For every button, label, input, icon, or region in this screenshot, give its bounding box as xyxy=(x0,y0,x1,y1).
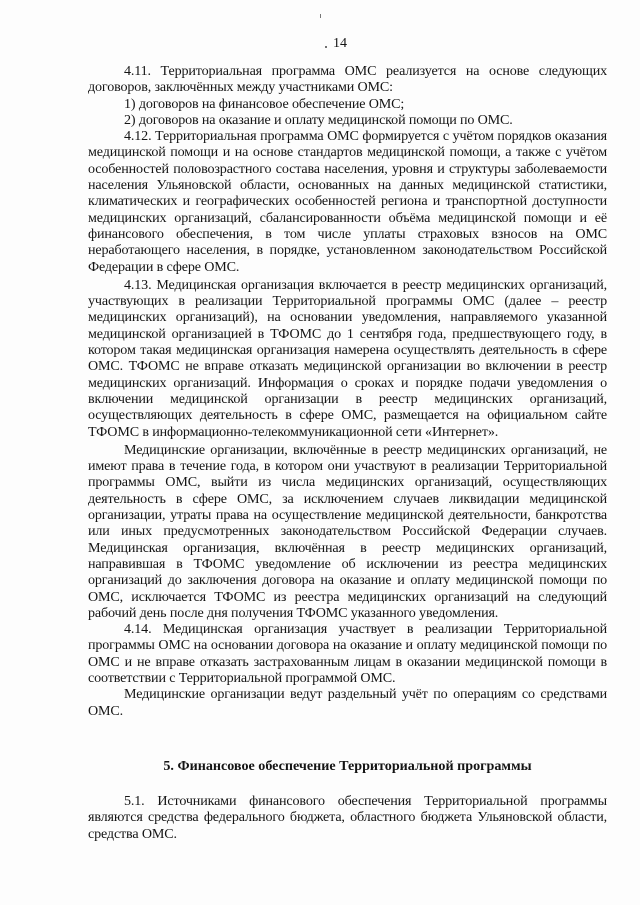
paragraph-4-14: 4.14. Медицинская организация участвует в реализации Территориальной программы ОМС на основании договора на оказание и оплату медицинской помощи по ОМС и не вправе отказать застрахованным лицам в оказании медицинской помощи в соответствии с Территориальной программой ОМС. xyxy=(88,621,607,686)
body-text xyxy=(88,63,607,719)
paragraph-4-11: 4.11. Территориальная программа ОМС реализуется на основе следующих договоров, заключённых между участниками ОМС: xyxy=(88,63,607,96)
paragraph-4-12: 4.12. Территориальная программа ОМС формируется с учётом порядков оказания медицинской помощи и на основе стандартов медицинской помощи, а также с учётом особенностей половозрастного состава населения, уровня и структуры заболеваемости населения Ульяновской области, основанных на данных медицинской статистики, климатических и географических особенностей региона и транспортной доступности медицинских организаций, сбалансированности объёма медицинской помощи и её финансового обеспечения, в том числе уплаты страховых взносов на ОМС неработающего населения, в порядке, установленном законодательством Российской Федерации в сфере ОМС. xyxy=(88,128,607,275)
list-item-2: 2) договоров на оказание и оплату медицинской помощи по ОМС. xyxy=(124,111,513,128)
paragraph-5-1: 5.1. Источниками финансового обеспечения Территориальной программы являются средства федерального бюджета, областного бюджета Ульяновской области, средства ОМС. xyxy=(88,793,607,842)
paragraph-accounting: Медицинские организации ведут раздельный учёт по операциям со средствами ОМС. xyxy=(88,686,607,719)
page-number: 14 xyxy=(333,36,347,51)
list-item-1: 1) договоров на финансовое обеспечение ОМС; xyxy=(124,95,405,112)
section-5-body xyxy=(88,793,607,842)
scan-dot xyxy=(325,46,327,48)
section-5-title: 5. Финансовое обеспечение Территориальной программы xyxy=(163,758,532,774)
paragraph-4-13-cont: Медицинские организации, включённые в реестр медицинских организаций, не имеют права в течение года, в котором они участвуют в реализации Территориальной программы ОМС, выйти из числа медицинских организаций, осуществляющих деятельность в сфере ОМС, за исключением случаев ликвидации медицинской организации, утраты права на осуществление медицинской деятельности, банкротства или иных предусмотренных законодательством Российской Федерации случаев. Медицинская организация, включённая в реестр медицинских организаций, направившая в ТФОМС уведомление об исключении из реестра медицинских организаций до заключения договора на оказание и оплату медицинской помощи по ОМС, исключается ТФОМС из реестра медицинских организаций на следующий рабочий день после дня получения ТФОМС указанного уведомления. xyxy=(88,441,607,621)
scan-mark xyxy=(320,14,321,18)
paragraph-4-13: 4.13. Медицинская организация включается в реестр медицинских организаций, участвующих в реализации Территориальной программы ОМС (далее – реестр медицинских организаций), на основании уведомления, направляемого указанной медицинской организацией в ТФОМС до 1 сентября года, предшествующего году, в котором такая медицинская организация намерена осуществлять деятельность в сфере ОМС. ТФОМС не вправе отказать медицинской организации во включении в реестр медицинских организаций. Информация о сроках и порядке подачи уведомления о включении медицинской организации в реестр медицинских организаций, осуществляющих деятельность в сфере ОМС, размещается на официальном сайте ТФОМС в информационно-телекоммуникационной сети «Интернет». xyxy=(88,276,607,440)
